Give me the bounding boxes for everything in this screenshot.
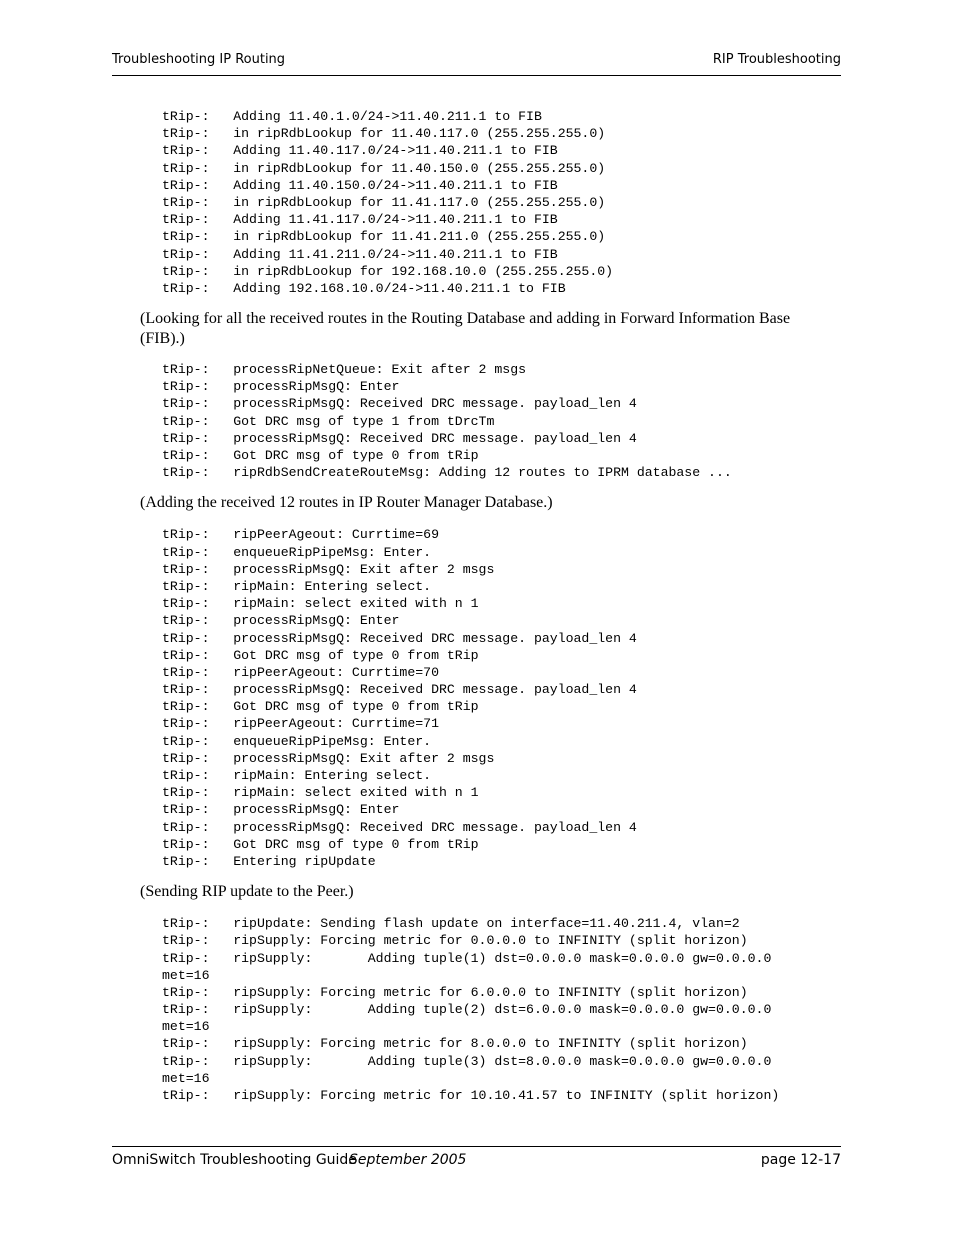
code-line: tRip-: Got DRC msg of type 0 from tRip [162,647,479,663]
code-line: tRip-: ripSupply: Adding tuple(2) dst=6.0.0.0 mask=0.0.0.0 gw=0.0.0.0 [162,1002,772,1018]
code-line: tRip-: Got DRC msg of type 0 from tRip [162,836,479,852]
code-line: met=16 [162,1019,210,1035]
code-line: tRip-: processRipMsgQ: Enter [162,802,400,818]
code-line: tRip-: ripPeerAgeout: Currtime=71 [162,716,439,732]
code-line: tRip-: in ripRdbLookup for 11.41.211.0 (255.255.255.0) [162,229,606,245]
code-line: tRip-: processRipMsgQ: Received DRC message. payload_len 4 [162,819,637,835]
header-chapter-title: Troubleshooting IP Routing [112,52,286,67]
code-line: tRip-: Adding 11.40.117.0/24->11.40.211.1 to FIB [162,143,558,159]
code-line: tRip-: processRipNetQueue: Exit after 2 msgs [162,362,527,378]
code-line: tRip-: enqueueRipPipeMsg: Enter. [162,733,432,749]
code-line: tRip-: processRipMsgQ: Received DRC message. payload_len 4 [162,630,637,646]
footer-date: September 2005 [349,1152,467,1168]
code-line: tRip-: enqueueRipPipeMsg: Enter. [162,544,432,560]
page-content [112,108,854,1104]
code-line: tRip-: in ripRdbLookup for 11.40.150.0 (255.255.255.0) [162,160,606,176]
code-line: tRip-: ripPeerAgeout: Currtime=70 [162,664,439,680]
code-line: tRip-: processRipMsgQ: Exit after 2 msgs [162,750,495,766]
code-line: tRip-: Got DRC msg of type 1 from tDrcTm [162,413,495,429]
code-line: tRip-: ripMain: Entering select. [162,768,432,783]
paragraph-iprm-note: (Adding the received 12 routes in IP Router Manager Database.) [140,494,553,512]
paragraph-fib-note: (Looking for all the received routes in the Routing Database and adding in Forward Information Base (FIB).) [140,310,791,348]
code-line: tRip-: Adding 192.168.10.0/24->11.40.211.1 to FIB [162,280,566,296]
code-line: met=16 [162,1070,210,1086]
code-line: tRip-: ripMain: select exited with n 1 [162,785,479,801]
page-header [112,51,841,76]
code-line: tRip-: processRipMsgQ: Received DRC message. payload_len 4 [162,396,637,412]
code-line: tRip-: ripUpdate: Sending flash update on interface=11.40.211.4, vlan=2 [162,916,740,932]
code-line: tRip-: Adding 11.41.211.0/24->11.40.211.1 to FIB [162,246,558,262]
code-line: tRip-: ripMain: Entering select. [162,578,432,594]
code-line: tRip-: processRipMsgQ: Received DRC message. payload_len 4 [162,682,637,698]
code-line: tRip-: ripMain: select exited with n 1 [162,596,479,612]
code-line: tRip-: Adding 11.41.117.0/24->11.40.211.1 to FIB [162,212,558,228]
footer-guide-title: OmniSwitch Troubleshooting Guide [112,1152,357,1168]
code-line: tRip-: ripSupply: Forcing metric for 6.0.0.0 to INFINITY (split horizon) [162,984,748,1000]
code-line: tRip-: in ripRdbLookup for 11.40.117.0 (255.255.255.0) [162,126,606,142]
header-section-title: RIP Troubleshooting [712,52,841,67]
code-line: met=16 [162,967,210,983]
code-line: tRip-: ripSupply: Adding tuple(3) dst=8.0.0.0 mask=0.0.0.0 gw=0.0.0.0 [162,1053,772,1069]
code-line: tRip-: Adding 11.40.1.0/24->11.40.211.1 to FIB [162,109,542,124]
code-line: tRip-: ripPeerAgeout: Currtime=69 [162,527,439,543]
page-footer [112,1146,841,1168]
code-line: tRip-: Entering ripUpdate [162,853,376,869]
code-line: tRip-: in ripRdbLookup for 192.168.10.0 (255.255.255.0) [162,263,614,279]
code-line: tRip-: processRipMsgQ: Enter [162,613,400,629]
code-line: tRip-: Got DRC msg of type 0 from tRip [162,448,479,463]
code-block-fib [162,108,854,297]
code-line: tRip-: processRipMsgQ: Enter [162,379,400,395]
code-line: tRip-: ripRdbSendCreateRouteMsg: Adding 12 routes to IPRM database ... [162,465,732,481]
code-line: tRip-: ripSupply: Forcing metric for 10.10.41.57 to INFINITY (split horizon) [162,1088,780,1103]
paragraph-update-note: (Sending RIP update to the Peer.) [140,883,354,901]
code-line: tRip-: Got DRC msg of type 0 from tRip [162,699,479,715]
code-line: tRip-: processRipMsgQ: Received DRC message. payload_len 4 [162,430,637,446]
code-block-msgq [162,361,854,481]
footer-page-number: page 12-17 [760,1152,841,1168]
code-line: tRip-: ripSupply: Forcing metric for 0.0.0.0 to INFINITY (split horizon) [162,933,748,949]
code-line: tRip-: ripSupply: Adding tuple(1) dst=0.0.0.0 mask=0.0.0.0 gw=0.0.0.0 [162,950,772,966]
code-line: tRip-: Adding 11.40.150.0/24->11.40.211.1 to FIB [162,177,558,193]
code-line: tRip-: in ripRdbLookup for 11.41.117.0 (255.255.255.0) [162,194,606,210]
code-line: tRip-: processRipMsgQ: Exit after 2 msgs [162,561,495,577]
code-block-update [162,915,854,1104]
code-line: tRip-: ripSupply: Forcing metric for 8.0.0.0 to INFINITY (split horizon) [162,1036,748,1052]
code-block-ageout [162,526,854,870]
